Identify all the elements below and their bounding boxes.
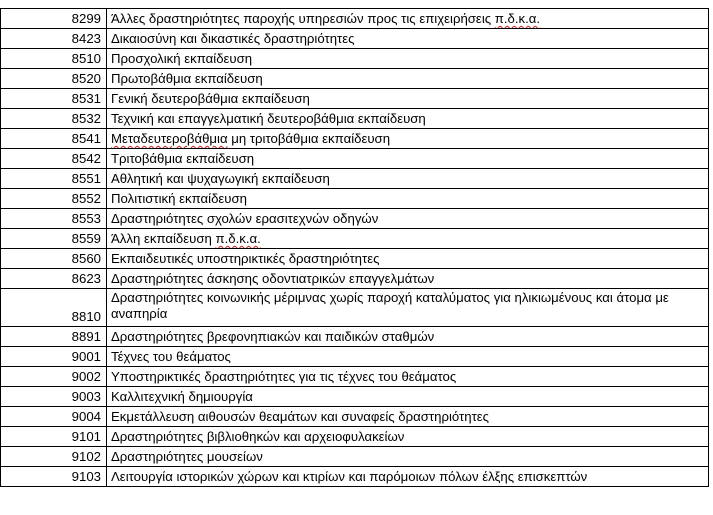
table-row bbox=[1, 169, 709, 189]
code-cell: 8623 bbox=[1, 269, 107, 289]
table-row bbox=[1, 109, 709, 129]
description-cell: Δραστηριότητες μουσείων bbox=[107, 447, 709, 467]
code-cell: 8532 bbox=[1, 109, 107, 129]
description-cell: Δραστηριότητες κοινωνικής μέριμνας χωρίς παροχή καταλύματος για ηλικιωμένους και άτομα με αναπηρία bbox=[107, 289, 709, 327]
code-cell: 8559 bbox=[1, 229, 107, 249]
code-cell: 8552 bbox=[1, 189, 107, 209]
spellcheck-flagged-word: Μεταδευτεροβάθμια bbox=[111, 131, 228, 146]
table-row bbox=[1, 209, 709, 229]
description-cell: Εκπαιδευτικές υποστηρικτικές δραστηριότητες bbox=[107, 249, 709, 269]
table-row bbox=[1, 129, 709, 149]
description-cell: Εκμετάλλευση αιθουσών θεαμάτων και συναφείς δραστηριότητες bbox=[107, 407, 709, 427]
description-cell: Πολιτιστική εκπαίδευση bbox=[107, 189, 709, 209]
code-cell: 8299 bbox=[1, 9, 107, 29]
table-row bbox=[1, 447, 709, 467]
description-cell: Πρωτοβάθμια εκπαίδευση bbox=[107, 69, 709, 89]
table-row bbox=[1, 89, 709, 109]
table-row bbox=[1, 189, 709, 209]
code-cell: 8541 bbox=[1, 129, 107, 149]
table-row bbox=[1, 49, 709, 69]
description-cell: Υποστηρικτικές δραστηριότητες για τις τέχνες του θεάματος bbox=[107, 367, 709, 387]
code-cell: 9003 bbox=[1, 387, 107, 407]
code-cell: 8551 bbox=[1, 169, 107, 189]
description-text: μη τριτοβάθμια εκπαίδευση bbox=[227, 131, 391, 146]
table-row bbox=[1, 69, 709, 89]
table-row bbox=[1, 229, 709, 249]
code-cell: 8553 bbox=[1, 209, 107, 229]
spellcheck-flagged-word: π.δ.κ.α. bbox=[215, 231, 261, 246]
code-cell: 8510 bbox=[1, 49, 107, 69]
description-cell bbox=[107, 129, 709, 149]
description-cell: Δραστηριότητες βρεφονηπιακών και παιδικών σταθμών bbox=[107, 327, 709, 347]
table-row bbox=[1, 467, 709, 487]
code-cell: 8560 bbox=[1, 249, 107, 269]
code-cell: 8810 bbox=[1, 289, 107, 327]
description-cell bbox=[107, 9, 709, 29]
code-cell: 8520 bbox=[1, 69, 107, 89]
description-text: Άλλη εκπαίδευση bbox=[111, 231, 216, 246]
description-cell: Γενική δευτεροβάθμια εκπαίδευση bbox=[107, 89, 709, 109]
table-row bbox=[1, 249, 709, 269]
table-row bbox=[1, 269, 709, 289]
description-cell: Δραστηριότητες άσκησης οδοντιατρικών επαγγελμάτων bbox=[107, 269, 709, 289]
description-cell bbox=[107, 229, 709, 249]
code-cell: 9001 bbox=[1, 347, 107, 367]
table-row bbox=[1, 29, 709, 49]
description-cell: Αθλητική και ψυχαγωγική εκπαίδευση bbox=[107, 169, 709, 189]
description-cell: Τέχνες του θεάματος bbox=[107, 347, 709, 367]
activity-codes-table bbox=[0, 8, 709, 487]
table-row bbox=[1, 289, 709, 327]
code-cell: 9103 bbox=[1, 467, 107, 487]
spellcheck-flagged-word: π.δ.κ.α. bbox=[494, 11, 541, 26]
description-cell: Λειτουργία ιστορικών χώρων και κτιρίων και παρόμοιων πόλων έλξης επισκεπτών bbox=[107, 467, 709, 487]
table-row bbox=[1, 149, 709, 169]
code-cell: 8891 bbox=[1, 327, 107, 347]
code-cell: 9102 bbox=[1, 447, 107, 467]
table-row bbox=[1, 407, 709, 427]
code-cell: 9002 bbox=[1, 367, 107, 387]
code-cell: 9004 bbox=[1, 407, 107, 427]
description-cell: Τεχνική και επαγγελματική δευτεροβάθμια εκπαίδευση bbox=[107, 109, 709, 129]
description-text: Άλλες δραστηριότητες παροχής υπηρεσιών προς τις επιχειρήσεις bbox=[111, 11, 495, 26]
table-row bbox=[1, 427, 709, 447]
table-row bbox=[1, 387, 709, 407]
description-cell: Καλλιτεχνική δημιουργία bbox=[107, 387, 709, 407]
description-cell: Δραστηριότητες βιβλιοθηκών και αρχειοφυλακείων bbox=[107, 427, 709, 447]
code-cell: 9101 bbox=[1, 427, 107, 447]
code-cell: 8423 bbox=[1, 29, 107, 49]
description-cell: Προσχολική εκπαίδευση bbox=[107, 49, 709, 69]
code-cell: 8531 bbox=[1, 89, 107, 109]
description-cell: Δραστηριότητες σχολών ερασιτεχνών οδηγών bbox=[107, 209, 709, 229]
table-row bbox=[1, 327, 709, 347]
code-cell: 8542 bbox=[1, 149, 107, 169]
description-cell: Τριτοβάθμια εκπαίδευση bbox=[107, 149, 709, 169]
table-row bbox=[1, 9, 709, 29]
description-cell: Δικαιοσύνη και δικαστικές δραστηριότητες bbox=[107, 29, 709, 49]
table-row bbox=[1, 367, 709, 387]
table-row bbox=[1, 347, 709, 367]
